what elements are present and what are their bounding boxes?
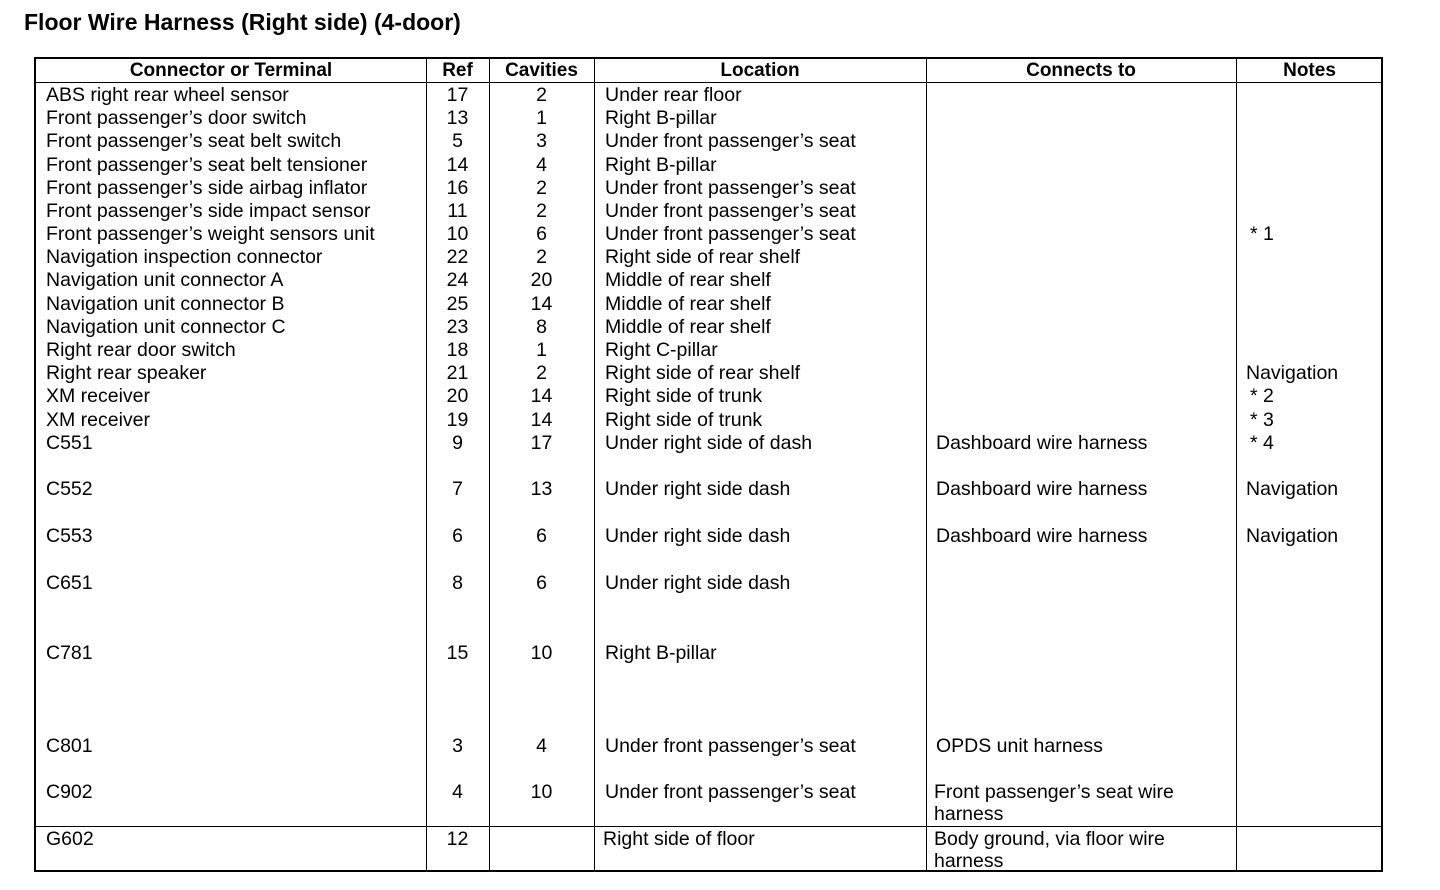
table-cell-cavities: 2: [536, 84, 547, 106]
table-cell-cavities: 10: [530, 642, 553, 664]
table-cell-cavities: 6: [536, 223, 547, 245]
table-cell-connects-to: Front passenger’s seat wire harness: [934, 781, 1174, 825]
table-cell-cavities: 14: [530, 385, 553, 407]
table-cell-location: Under right side dash: [605, 478, 791, 500]
table-cell-ref: 23: [446, 316, 469, 338]
table-cell-connects-to: Dashboard wire harness: [936, 432, 1148, 454]
table-cell-location: Under front passenger’s seat: [605, 735, 856, 757]
table-cell-location: Under front passenger’s seat: [605, 223, 856, 245]
table-row: Navigation unit connector C: [46, 316, 286, 338]
table-cell-cavities: 17: [530, 432, 553, 454]
table-row: C651: [46, 572, 93, 594]
table-cell-notes: * 3: [1250, 409, 1274, 431]
table-cell-location: Right B-pillar: [605, 107, 717, 129]
table-cell-location: Right C-pillar: [605, 339, 718, 361]
table-row: C801: [46, 735, 93, 757]
table-row: Right rear door switch: [46, 339, 236, 361]
table-cell-notes: * 1: [1250, 223, 1274, 245]
table-cell-ref: 5: [452, 130, 463, 152]
table-cell-ref: 22: [446, 246, 469, 268]
table-cell-ref: 4: [452, 781, 463, 803]
header-connects-to: Connects to: [1026, 60, 1136, 81]
table-row: C553: [46, 525, 93, 547]
table-cell-cavities: 2: [536, 177, 547, 199]
page-title: Floor Wire Harness (Right side) (4-door): [24, 9, 461, 35]
table-cell-location: Right side of floor: [603, 828, 755, 850]
table-cell-cavities: 13: [530, 478, 553, 500]
table-cell-connects-to: OPDS unit harness: [936, 735, 1103, 757]
table-row: Front passenger’s seat belt switch: [46, 130, 342, 152]
table-row: Navigation inspection connector: [46, 246, 323, 268]
table-cell-ref: 21: [446, 362, 469, 384]
connector-table: [34, 57, 1383, 872]
table-cell-location: Under rear floor: [605, 84, 742, 106]
table-cell-ref: 16: [446, 177, 469, 199]
table-cell-location: Under front passenger’s seat: [605, 781, 856, 803]
table-cell-ref: 6: [452, 525, 463, 547]
table-row: XM receiver: [46, 385, 151, 407]
table-cell-notes: * 4: [1250, 432, 1274, 454]
column-divider: [594, 59, 595, 870]
table-cell-cavities: 2: [536, 362, 547, 384]
table-cell-location: Under right side dash: [605, 572, 791, 594]
table-cell-location: Right side of rear shelf: [605, 246, 801, 268]
table-row: Front passenger’s weight sensors unit: [46, 223, 375, 245]
table-cell-cavities: 4: [536, 154, 547, 176]
table-cell-connects-to: Dashboard wire harness: [936, 525, 1148, 547]
table-cell-notes: Navigation: [1246, 362, 1339, 384]
table-cell-ref: 8: [452, 572, 463, 594]
table-cell-cavities: 14: [530, 293, 553, 315]
table-cell-location: Under right side dash: [605, 525, 791, 547]
table-row: Front passenger’s door switch: [46, 107, 307, 129]
table-row: Front passenger’s seat belt tensioner: [46, 154, 368, 176]
table-cell-location: Right B-pillar: [605, 642, 717, 664]
table-cell-ref: 18: [446, 339, 469, 361]
last-row-divider: [36, 826, 1381, 827]
table-cell-location: Right B-pillar: [605, 154, 717, 176]
table-cell-ref: 19: [446, 409, 469, 431]
table-cell-ref: 14: [446, 154, 469, 176]
table-row: C902: [46, 781, 93, 803]
table-cell-cavities: 1: [536, 339, 547, 361]
table-cell-ref: 7: [452, 478, 463, 500]
table-cell-ref: 17: [446, 84, 469, 106]
table-cell-cavities: 8: [536, 316, 547, 338]
table-cell-location: Middle of rear shelf: [605, 293, 771, 315]
table-cell-location: Under front passenger’s seat: [605, 177, 856, 199]
table-cell-cavities: 1: [536, 107, 547, 129]
table-row: G602: [46, 828, 94, 850]
table-row: Right rear speaker: [46, 362, 207, 384]
table-cell-cavities: 10: [530, 781, 553, 803]
table-cell-ref: 25: [446, 293, 469, 315]
table-cell-notes: * 2: [1250, 385, 1274, 407]
table-cell-location: Middle of rear shelf: [605, 269, 771, 291]
header-divider: [36, 82, 1381, 83]
header-location: Location: [720, 60, 800, 81]
table-row: ABS right rear wheel sensor: [46, 84, 289, 106]
header-ref: Ref: [442, 60, 473, 81]
table-row: XM receiver: [46, 409, 151, 431]
table-row: C552: [46, 478, 93, 500]
table-cell-ref: 15: [446, 642, 469, 664]
header-cavities: Cavities: [505, 60, 578, 81]
table-row: Navigation unit connector A: [46, 269, 284, 291]
table-cell-cavities: 2: [536, 246, 547, 268]
table-cell-cavities: 4: [536, 735, 547, 757]
table-cell-cavities: 20: [530, 269, 553, 291]
column-divider: [1236, 59, 1237, 870]
table-cell-location: Right side of trunk: [605, 409, 763, 431]
table-cell-location: Under right side of dash: [605, 432, 813, 454]
table-cell-ref: 3: [452, 735, 463, 757]
table-cell-notes: Navigation: [1246, 525, 1339, 547]
table-cell-location: Right side of rear shelf: [605, 362, 801, 384]
table-cell-connects-to: Body ground, via floor wire harness: [934, 828, 1165, 872]
table-cell-ref: 12: [446, 828, 469, 850]
table-cell-ref: 13: [446, 107, 469, 129]
table-row: C551: [46, 432, 93, 454]
table-cell-cavities: 3: [536, 130, 547, 152]
table-cell-ref: 24: [446, 269, 469, 291]
table-row: Front passenger’s side airbag inflator: [46, 177, 368, 199]
table-cell-notes: Navigation: [1246, 478, 1339, 500]
table-row: Navigation unit connector B: [46, 293, 285, 315]
table-cell-cavities: 6: [536, 525, 547, 547]
table-cell-location: Middle of rear shelf: [605, 316, 771, 338]
table-cell-location: Right side of trunk: [605, 385, 763, 407]
table-row: Front passenger’s side impact sensor: [46, 200, 371, 222]
table-cell-cavities: 14: [530, 409, 553, 431]
table-cell-cavities: 2: [536, 200, 547, 222]
table-cell-connects-to: Dashboard wire harness: [936, 478, 1148, 500]
header-connector: Connector or Terminal: [129, 60, 333, 81]
table-cell-ref: 20: [446, 385, 469, 407]
table-cell-ref: 11: [447, 200, 468, 222]
table-cell-ref: 10: [446, 223, 469, 245]
table-row: C781: [46, 642, 93, 664]
column-divider: [926, 59, 927, 870]
table-cell-location: Under front passenger’s seat: [605, 130, 856, 152]
table-cell-cavities: 6: [536, 572, 547, 594]
table-cell-location: Under front passenger’s seat: [605, 200, 856, 222]
table-cell-ref: 9: [452, 432, 463, 454]
header-notes: Notes: [1283, 60, 1336, 81]
